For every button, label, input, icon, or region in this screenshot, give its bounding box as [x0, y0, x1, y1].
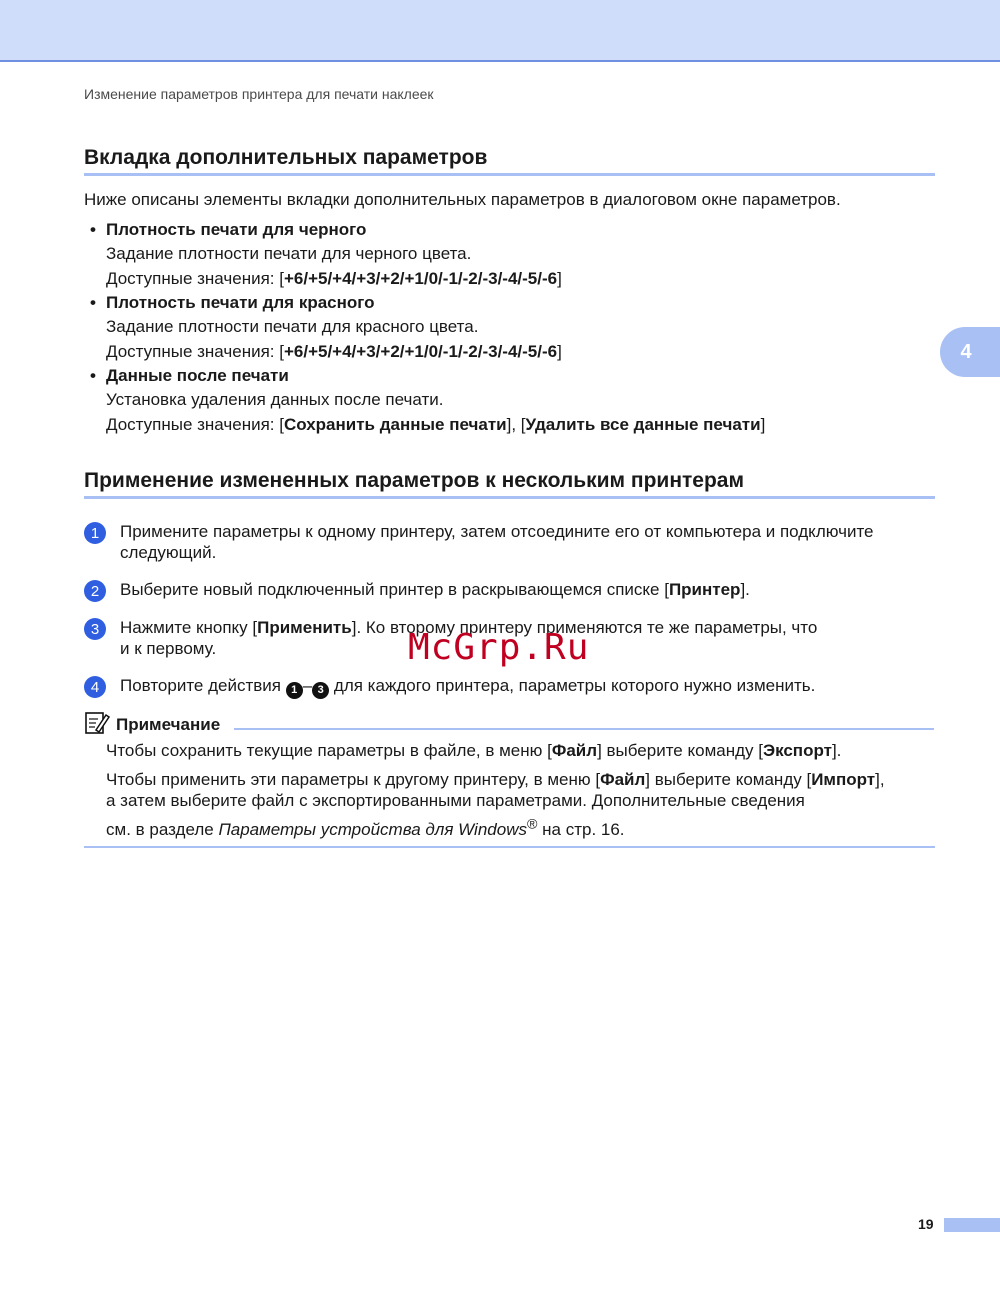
list-item: [90, 291, 930, 364]
step-text: Выберите новый подключенный принтер в раскрывающемся списке [Принтер].: [120, 580, 750, 599]
cross-reference-link[interactable]: Параметры устройства для Windows: [218, 819, 527, 839]
note-rule: [234, 728, 934, 730]
page-tab: [944, 1218, 1000, 1232]
note-body: [106, 740, 936, 851]
page-number: 19: [918, 1216, 934, 1232]
bullet-values: Доступные значения: [+6/+5/+4/+3/+2/+1/0/-1/-2/-3/-4/-5/-6]: [106, 268, 562, 288]
bullet-title: Плотность печати для красного: [106, 293, 375, 312]
bullet-icon: •: [90, 293, 96, 312]
bullet-values: Доступные значения: [Сохранить данные печати], [Удалить все данные печати]: [106, 414, 766, 434]
note-label: Примечание: [116, 715, 221, 734]
bullet-title: Плотность печати для черного: [106, 220, 367, 239]
bullet-icon: •: [90, 366, 96, 385]
note-paragraph: Чтобы применить эти параметры к другому принтеру, в меню [Файл] выберите команду [Импорт], а затем выберите файл с экспортированными параметрами. Дополнительные сведения см. в разделе Параметры устройства для Windows® на стр. 16.: [106, 770, 885, 839]
step-ref-icon: 3: [312, 682, 329, 699]
section1-rule: [84, 173, 935, 176]
bullet-icon: •: [90, 220, 96, 239]
bullet-values: Доступные значения: [+6/+5/+4/+3/+2/+1/0/-1/-2/-3/-4/-5/-6]: [106, 341, 562, 361]
bullet-desc: Задание плотности печати для черного цвета.: [106, 244, 472, 263]
step-number-icon: 3: [84, 618, 106, 640]
top-band: [0, 0, 1000, 62]
list-item: [90, 218, 930, 291]
running-header: Изменение параметров принтера для печати наклеек: [84, 86, 434, 102]
step-number-icon: 2: [84, 580, 106, 602]
bullet-desc: Установка удаления данных после печати.: [106, 390, 444, 409]
section1-intro: Ниже описаны элементы вкладки дополнительных параметров в диалоговом окне параметров.: [84, 190, 841, 209]
chapter-tab: 4: [940, 327, 1000, 377]
list-item: [90, 364, 930, 437]
note-header: [84, 710, 935, 734]
step-text: Нажмите кнопку [Применить]. Ко второму принтеру применяются те же параметры, что и к первому.: [120, 618, 818, 658]
section1-title: Вкладка дополнительных параметров: [84, 146, 488, 169]
step-number-icon: 4: [84, 676, 106, 698]
section2-rule: [84, 496, 935, 499]
watermark: McGrp.Ru: [408, 627, 590, 668]
note-paragraph: Чтобы сохранить текущие параметры в файле, в меню [Файл] выберите команду [Экспорт].: [106, 741, 842, 760]
bullet-title: Данные после печати: [106, 366, 289, 385]
parameter-list: [90, 218, 930, 437]
section2-title: Применение измененных параметров к нескольким принтерам: [84, 469, 745, 492]
step-text: Повторите действия 1 – 3 для каждого принтера, параметры которого нужно изменить.: [120, 675, 930, 699]
bullet-desc: Задание плотности печати для красного цвета.: [106, 317, 479, 336]
step-text: Примените параметры к одному принтеру, затем отсоедините его от компьютера и подключите следующий.: [120, 522, 874, 562]
step-ref-icon: 1: [286, 682, 303, 699]
step-number-icon: 1: [84, 522, 106, 544]
note-bottom-rule: [84, 846, 935, 848]
note-pencil-icon: [84, 710, 110, 736]
